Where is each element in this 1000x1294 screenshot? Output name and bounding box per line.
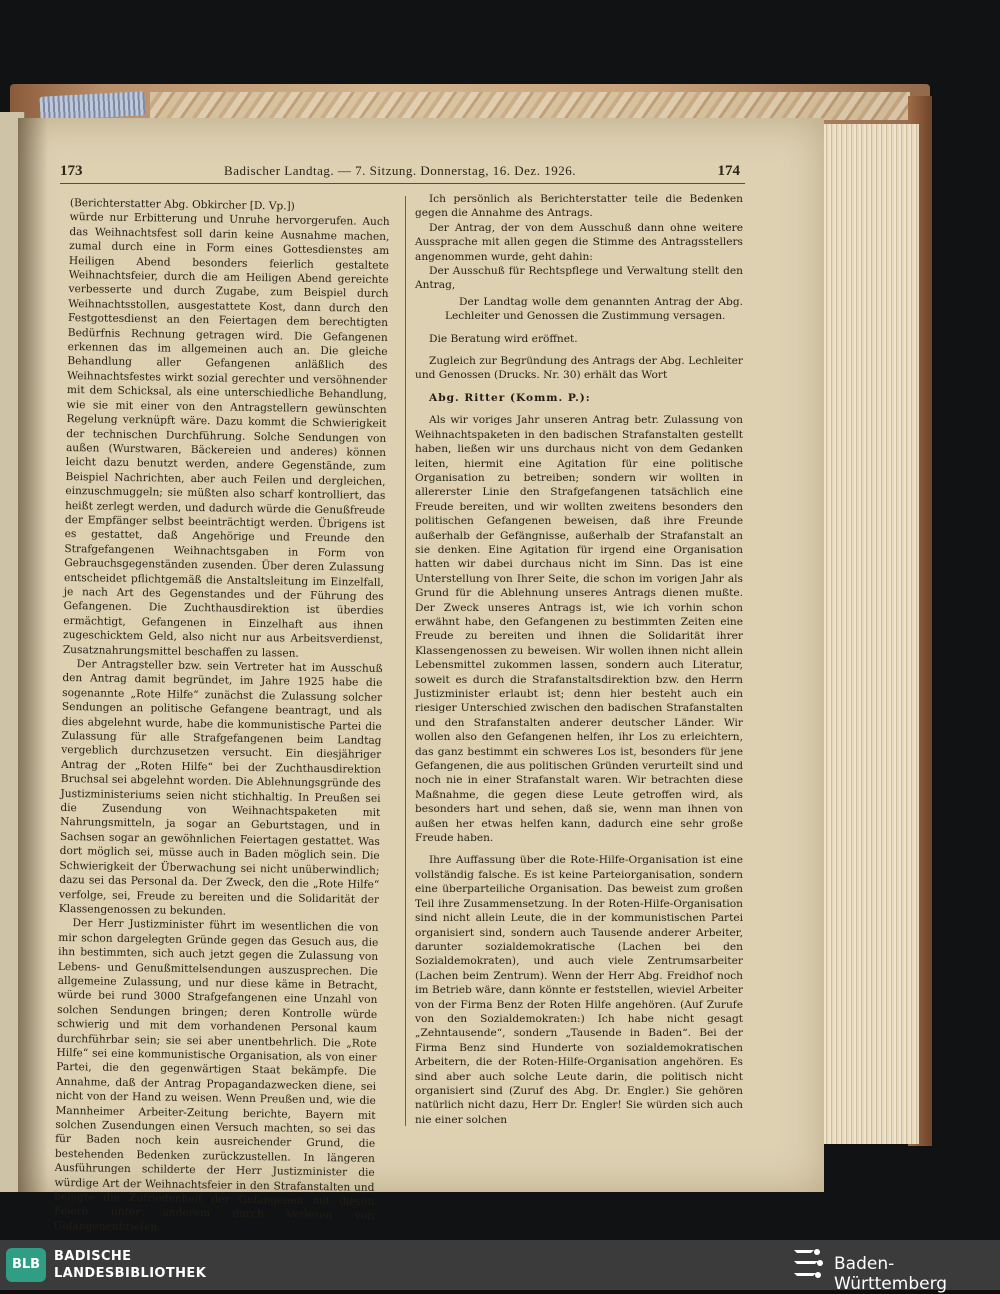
gutter-shadow <box>18 118 48 1192</box>
paragraph: Der Antragsteller bzw. sein Vertreter hat im Ausschuß den Antrag damit begründet, im Jahre 1925 habe die sogenannte „Rote Hilfe“ zunächst die Zulassung solcher Sendungen an politische Gefangene beantragt, und als dies abgelehnt wurde, habe die kommunistische Partei die Zulassung für alle Strafgefangenen beim Landtag vergeblich durchzusetzen versucht. Ein diesjähriger Antrag der „Roten Hilfe“ bei der Zuchthausdirektion Bruchsal sei abgelehnt worden. Die Ablehnungsgründe des Justizministeriums seien nicht stichhaltig. In Preußen sei die Zusendung von Weihnachtspaketen mit Nahrungsmitteln, ja sogar an Geburtstagen, und in Sachsen sogar an gewöhnlichen Feiertagen gestattet. Was dort möglich sei, müsse auch in Baden möglich sein. Die Schwierigkeit der Überwachung sei nicht unüberwindlich; dazu sei das Personal da. Der Zweck, den die „Rote Hilfe“ verfolge, sei, Freude zu bereiten und die Solidarität der Klassengenossen zu bekunden. <box>58 658 383 918</box>
page-stack-edges <box>818 124 919 1144</box>
paragraph: würde nur Erbitterung und Unruhe hervorgerufen. Auch das Weihnachtsfest soll darin keine Ausnahme machen, zumal durch eine in Form eines Gottesdienstes am Heiligen Abend besonders feierlich gestaltete Weihnachtsfeier, durch die am Heiligen Abend gereichte verbesserte und durch Zugabe, zum Beispiel durch Weihnachtsstollen, ausgestattete Kost, dann durch den Festgottesdienst an den Feiertagen dem berechtigten Bedürfnis Rechnung getragen wird. Die Gefangenen erkennen das im allgemeinen auch an. Die gleiche Behandlung aller Gefangenen anläßlich des Weihnachtsfestes wirkt sozial gerechter und versöhnender mit dem Schicksal, als eine unterschiedliche Behandlung, wie sie mit einer von den Antragstellern gewünschten Regelung verknüpft wäre. Dazu kommt die Schwierigkeit der technischen Durchführung. Solche Sendungen von außen (Wurstwaren, Bäckereien und anderes) können leicht dazu benutzt werden, andere Gegenstände, zum Beispiel Nachrichten, aber auch Feilen und dergleichen, einzuschmuggeln; sie müßten also scharf kontrolliert, das heißt zerlegt werden, und dadurch würde die Genußfreude der Empfänger selbst beeinträchtigt werden. Übrigens ist es gestattet, daß Angehörige und Freunde den Strafgefangenen Weihnachtsgaben in Form von Gebrauchsgegenständen zusenden. Über deren Zulassung entscheidet pflichtgemäß die Anstaltsleitung im Einzelfall, je nach Art des Gegenstandes und der Führung des Gefangenen. Die Zuchthausdirektion ist überdies ermächtigt, Gefangenen in Einzelhaft aus ihnen zugeschicktem Geld, also nicht nur aus Arbeitsverdienst, Zusatznahrungsmittel beschaffen zu lassen. <box>62 211 390 660</box>
lions-coat-of-arms-icon <box>790 1246 826 1284</box>
library-name-line2: LANDESBIBLIOTHEK <box>54 1266 207 1281</box>
speaker-heading: Abg. Ritter (Komm. P.): <box>429 391 591 404</box>
paragraph: Der Antrag, der von dem Ausschuß dann ohne weitere Aussprache mit allen gegen die Stimme des Antragsstellers angenommen wurde, geht dahin: <box>415 221 743 263</box>
paragraph: Der Ausschuß für Rechtspflege und Verwaltung stellt den Antrag, <box>415 265 743 292</box>
motion-text: Der Landtag wolle dem genannten Antrag der Abg. Lechleiter und Genossen die Zustimmung versagen. <box>445 295 743 323</box>
blb-logo[interactable]: BLB <box>6 1248 46 1282</box>
speaker-note: (Berichterstatter Abg. Obkircher [D. Vp.]) <box>69 196 295 213</box>
library-name[interactable] <box>54 1248 206 1282</box>
paragraph: Ich persönlich als Berichterstatter teile die Bedenken gegen die Annahme des Antrags. <box>415 193 743 220</box>
library-name-line1: BADISCHE <box>54 1249 132 1264</box>
left-column <box>54 196 390 1238</box>
page-number-right: 174 <box>717 163 740 179</box>
column-divider <box>405 196 406 1126</box>
page-number-left: 173 <box>60 163 83 179</box>
paragraph: Ihre Auffassung über die Rote-Hilfe-Organisation ist eine vollständig falsche. Es ist keine Parteiorganisation, sondern eine überparteiliche Organisation. Das beweist zum großen Teil ihre Zusammensetzung. In der Roten-Hilfe-Organisation sind nicht allein Leute, die in der kommunistischen Partei organisiert sind, sondern auch Tausende anderer Arbeiter, darunter sozialdemokratische (Lachen bei den Sozialdemokraten), und auch viele Zentrumsarbeiter (Lachen beim Zentrum). Wenn der Herr Abg. Freidhof noch im Betrieb wäre, dann könnte er feststellen, wieviel Arbeiter von der Firma Benz der Roten Hilfe angehören. (Auf Zurufe von den Sozialdemokraten:) Ich habe nicht gesagt „Zehntausende“, sondern „Tausende in Baden“. Bei der Firma Benz sind Hunderte von sozialdemokratischen Arbeitern, die der Roten-Hilfe-Organisation angehören. Es sind aber auch solche Leute darin, die politisch nicht organisiert sind (Zuruf des Abg. Dr. Engler.) Sie gehören natürlich nicht dazu, Herr Dr. Engler! Sie würden sich auch nie einer solchen <box>415 854 743 1126</box>
page-header <box>60 163 740 185</box>
marbled-endpaper <box>150 92 910 120</box>
running-title: Badischer Landtag. — 7. Sitzung. Donnerstag, 16. Dez. 1926. <box>224 163 576 178</box>
right-column <box>415 192 743 1127</box>
paragraph: Als wir voriges Jahr unseren Antrag betr. Zulassung von Weihnachtspaketen in den badischen Strafanstalten gestellt haben, ließen wir uns durchaus nicht von dem Gedanken leiten, hiermit eine Agitation für eine politische Organisation zu betreiben; sondern wir wollten in allererster Linie den Strafgefangenen tatsächlich eine Freude bereiten, und wir wollten zweitens besonders den politischen Gefangenen beweisen, daß ihre Freunde außerhalb der Gefängnisse, außerhalb der Strafanstalt an sie denken. Eine Agitation für irgend eine Organisation hatten wir dabei durchaus nicht im Sinn. Das ist eine Unterstellung von Ihrer Seite, die schon im vorigen Jahr als Grund für die Ablehnung unseres Antrags dienen mußte. Der Zweck unseres Antrags ist, wie ich vorhin schon erwähnt habe, den Gefangenen zu bestimmten Zeiten eine Freude zu bereiten und ihnen die Solidarität ihrer Klassengenossen zu beweisen. Wir wollen ihnen nicht allein Lebensmittel zukommen lassen, sondern auch Literatur, soweit es durch die Strafanstaltsdirektion bzw. den Herrn Justizminister erlaubt ist; denn hier besteht auch ein riesiger Unterschied zwischen den badischen Strafanstalten und den Strafanstalten anderer deutscher Länder. Wir wollen also den Gefangenen helfen, ihr Los zu erleichtern, das ganz bestimmt ein schweres Los ist, besonders für jene Gefangenen, die aus politischen Gründen verurteilt sind und noch nie in einer Strafanstalt waren. Wir betrachten diese Maßnahme, die gegen diese Leute getroffen wird, als besonders hart und sehen, daß sie, wenn man ihnen von außen her etwas helfen kann, dadurch eine sehr große Freude haben. <box>415 414 743 845</box>
header-rule <box>60 183 745 184</box>
viewer-footer <box>0 1240 1000 1294</box>
paragraph: Die Beratung wird eröffnet. <box>429 332 578 345</box>
paragraph: Zugleich zur Begründung des Antrags der Abg. Lechleiter und Genossen (Drucks. Nr. 30) erhält das Wort <box>415 355 743 382</box>
paragraph: Der Herr Justizminister führt im wesentlichen die von mir schon dargelegten Gründe gegen das Gesuch aus, die ihn bestimmten, sich auch jetzt gegen die Zulassung von Lebens- und Genußmittelsendungen auszusprechen. Die allgemeine Zulassung, und nur diese käme in Betracht, würde bei rund 3000 Strafgefangenen eine Unzahl von solchen Sendungen bringen; deren Kontrolle würde schwierig und mit dem vorhandenen Personal kaum durchführbar sein; sie sei aber unentbehrlich. Die „Rote Hilfe“ sei eine kommunistische Organisation, als von einer Partei, die den gegenwärtigen Staat bekämpfe. Die Annahme, daß der Antrag Propagandazwecken diene, sei nicht von der Hand zu weisen. Wenn Preußen und, wie die Mannheimer Arbeiter-Zeitung berichte, Bayern mit solchen Zusendungen einen Versuch machten, so sei das für Baden noch kein ausreichender Grund, die bestehenden Bedenken zurückzustellen. In längeren Ausführungen schilderte der Herr Justizminister die würdige Art der Weihnachtsfeier in den Strafanstalten und belegte die Zufriedenheit der Gefangenen mit diesen Feiern unter anderem durch Verlesen von Gefangenenbriefen. <box>53 917 379 1234</box>
state-name[interactable]: Baden-Württemberg <box>834 1254 948 1294</box>
